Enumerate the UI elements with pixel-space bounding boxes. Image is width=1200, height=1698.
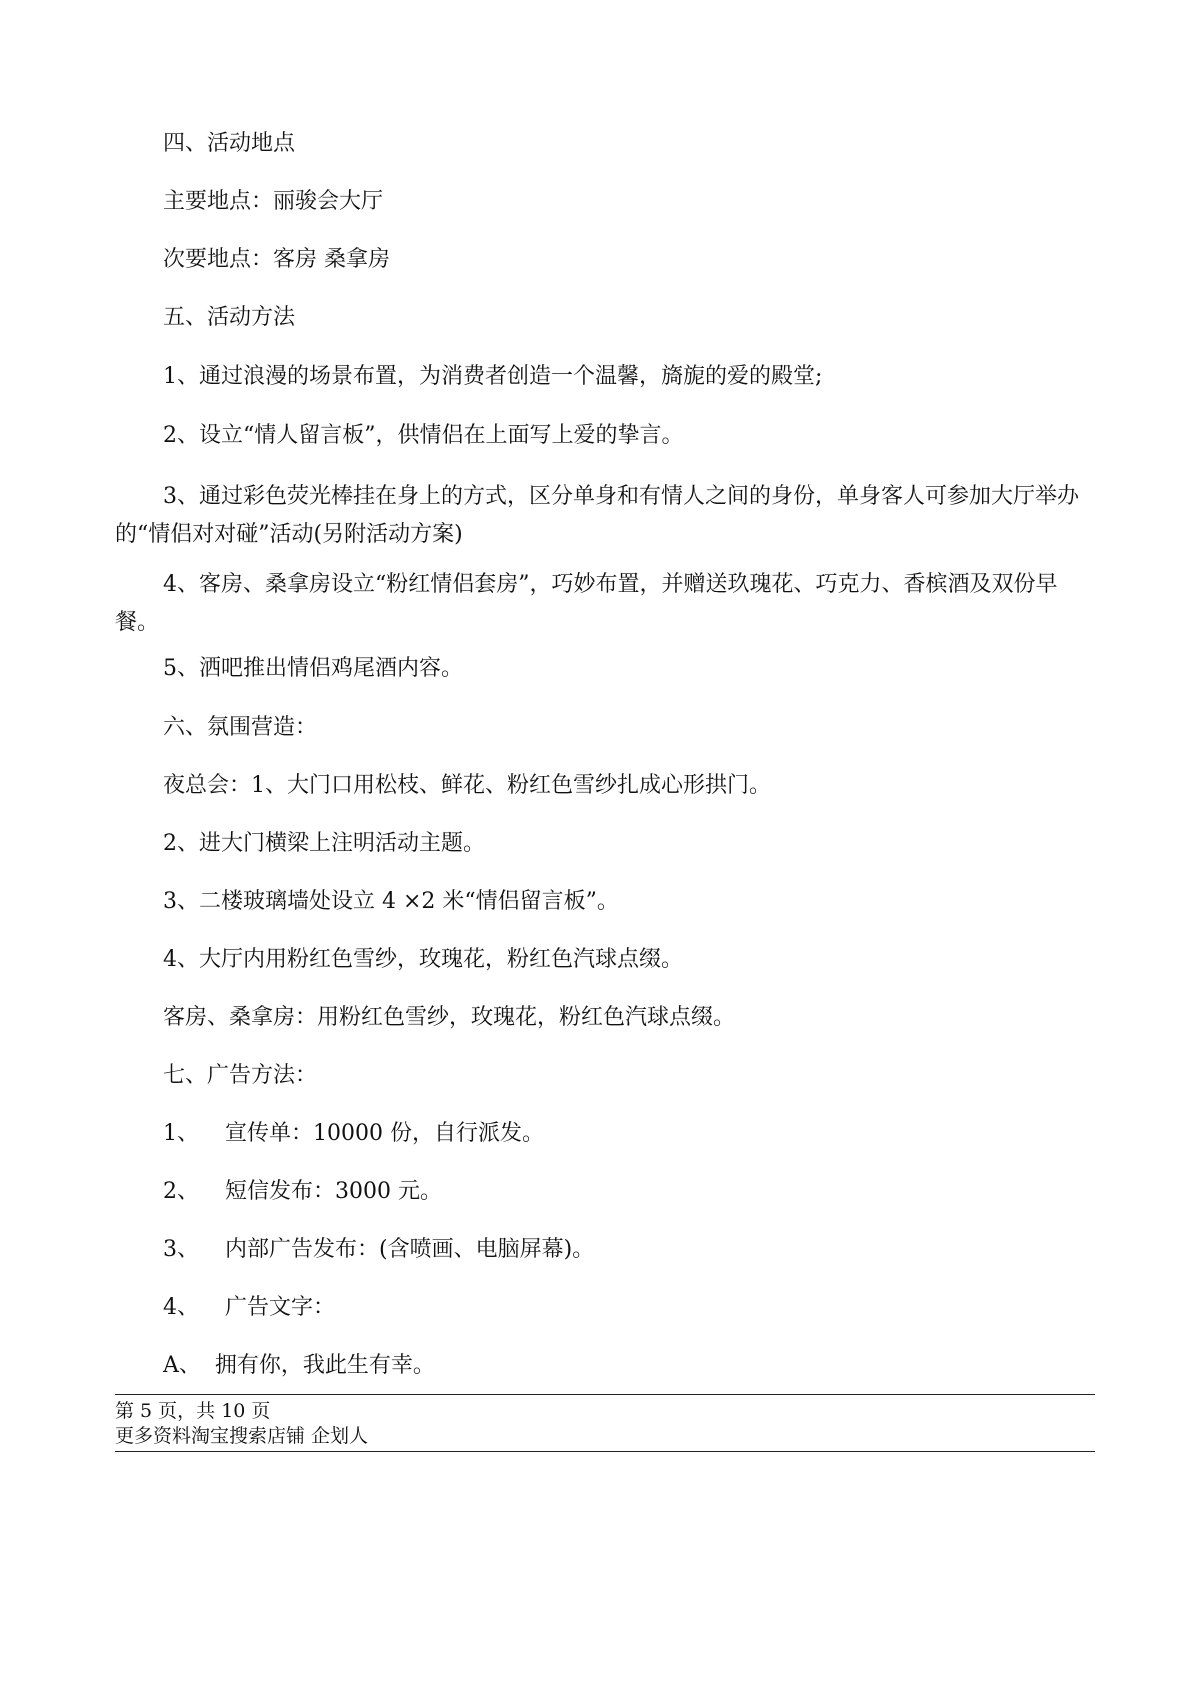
- section-heading-location: 四、活动地点: [163, 131, 296, 156]
- atmosphere-item-1: 夜总会：1、大门口用松枝、鲜花、粉红色雪纱扎成心形拱门。: [163, 773, 771, 798]
- ad-item-2-number: 2、: [163, 1179, 199, 1204]
- ad-item-1-number: 1、: [163, 1121, 199, 1146]
- main-location-line: 主要地点：丽骏会大厅: [163, 189, 384, 214]
- atmosphere-item-3: 3、二楼玻璃墙处设立 4 ×2 米“情侣留言板”。: [163, 889, 619, 914]
- method-item-1: 1、通过浪漫的场景布置，为消费者创造一个温馨，旖旎的爱的殿堂;: [163, 364, 823, 389]
- atmosphere-item-2: 2、进大门横梁上注明活动主题。: [163, 831, 485, 856]
- section-heading-atmosphere: 六、氛围营造：: [163, 715, 318, 740]
- ad-slogan-a-label: A、: [163, 1353, 201, 1378]
- method-item-4: 4、客房、桑拿房设立“粉红情侣套房”，巧妙布置，并赠送玖瑰花、巧克力、香槟酒及双份早餐。: [115, 572, 1058, 635]
- ad-item-3-number: 3、: [163, 1237, 199, 1262]
- atmosphere-item-4: 4、大厅内用粉红色雪纱，玫瑰花，粉红色汽球点缀。: [163, 947, 683, 972]
- ad-item-2-text: 短信发布：3000 元。: [225, 1179, 442, 1204]
- ad-item-2: [163, 1176, 442, 1208]
- ad-item-4-number: 4、: [163, 1295, 199, 1320]
- ad-item-3-text: 内部广告发布：(含喷画、电脑屏幕)。: [225, 1237, 595, 1262]
- method-item-3: 3、通过彩色荧光棒挂在身上的方式，区分单身和有情人之间的身份，单身客人可参加大厅举办的“情侣对对碰”活动(另附活动方案): [115, 484, 1080, 547]
- ad-item-3: [163, 1234, 594, 1266]
- ad-slogan-a: [163, 1350, 435, 1382]
- method-item-2: 2、设立“情人留言板”，供情侣在上面写上爱的挚言。: [163, 423, 684, 448]
- method-item-5: 5、洒吧推出情侣鸡尾酒内容。: [163, 656, 463, 681]
- footer-note: 更多资料淘宝搜索店铺 企划人: [115, 1425, 369, 1447]
- ad-item-4: [163, 1292, 335, 1324]
- footer-top-rule: [115, 1394, 1095, 1395]
- ad-item-4-text: 广告文字：: [225, 1295, 336, 1320]
- section-heading-methods: 五、活动方法: [163, 305, 296, 330]
- section-heading-advertising: 七、广告方法：: [163, 1063, 318, 1088]
- ad-slogan-a-text: 拥有你，我此生有幸。: [214, 1353, 435, 1378]
- footer-page-info: 第 5 页，共 10 页: [115, 1400, 271, 1422]
- atmosphere-item-5: 客房、桑拿房：用粉红色雪纱，玫瑰花，粉红色汽球点缀。: [163, 1005, 736, 1030]
- secondary-location-line: 次要地点：客房 桑拿房: [163, 247, 390, 272]
- footer-bottom-rule: [115, 1451, 1095, 1452]
- ad-item-1-text: 宣传单：10000 份，自行派发。: [225, 1121, 544, 1146]
- ad-item-1: [163, 1118, 544, 1150]
